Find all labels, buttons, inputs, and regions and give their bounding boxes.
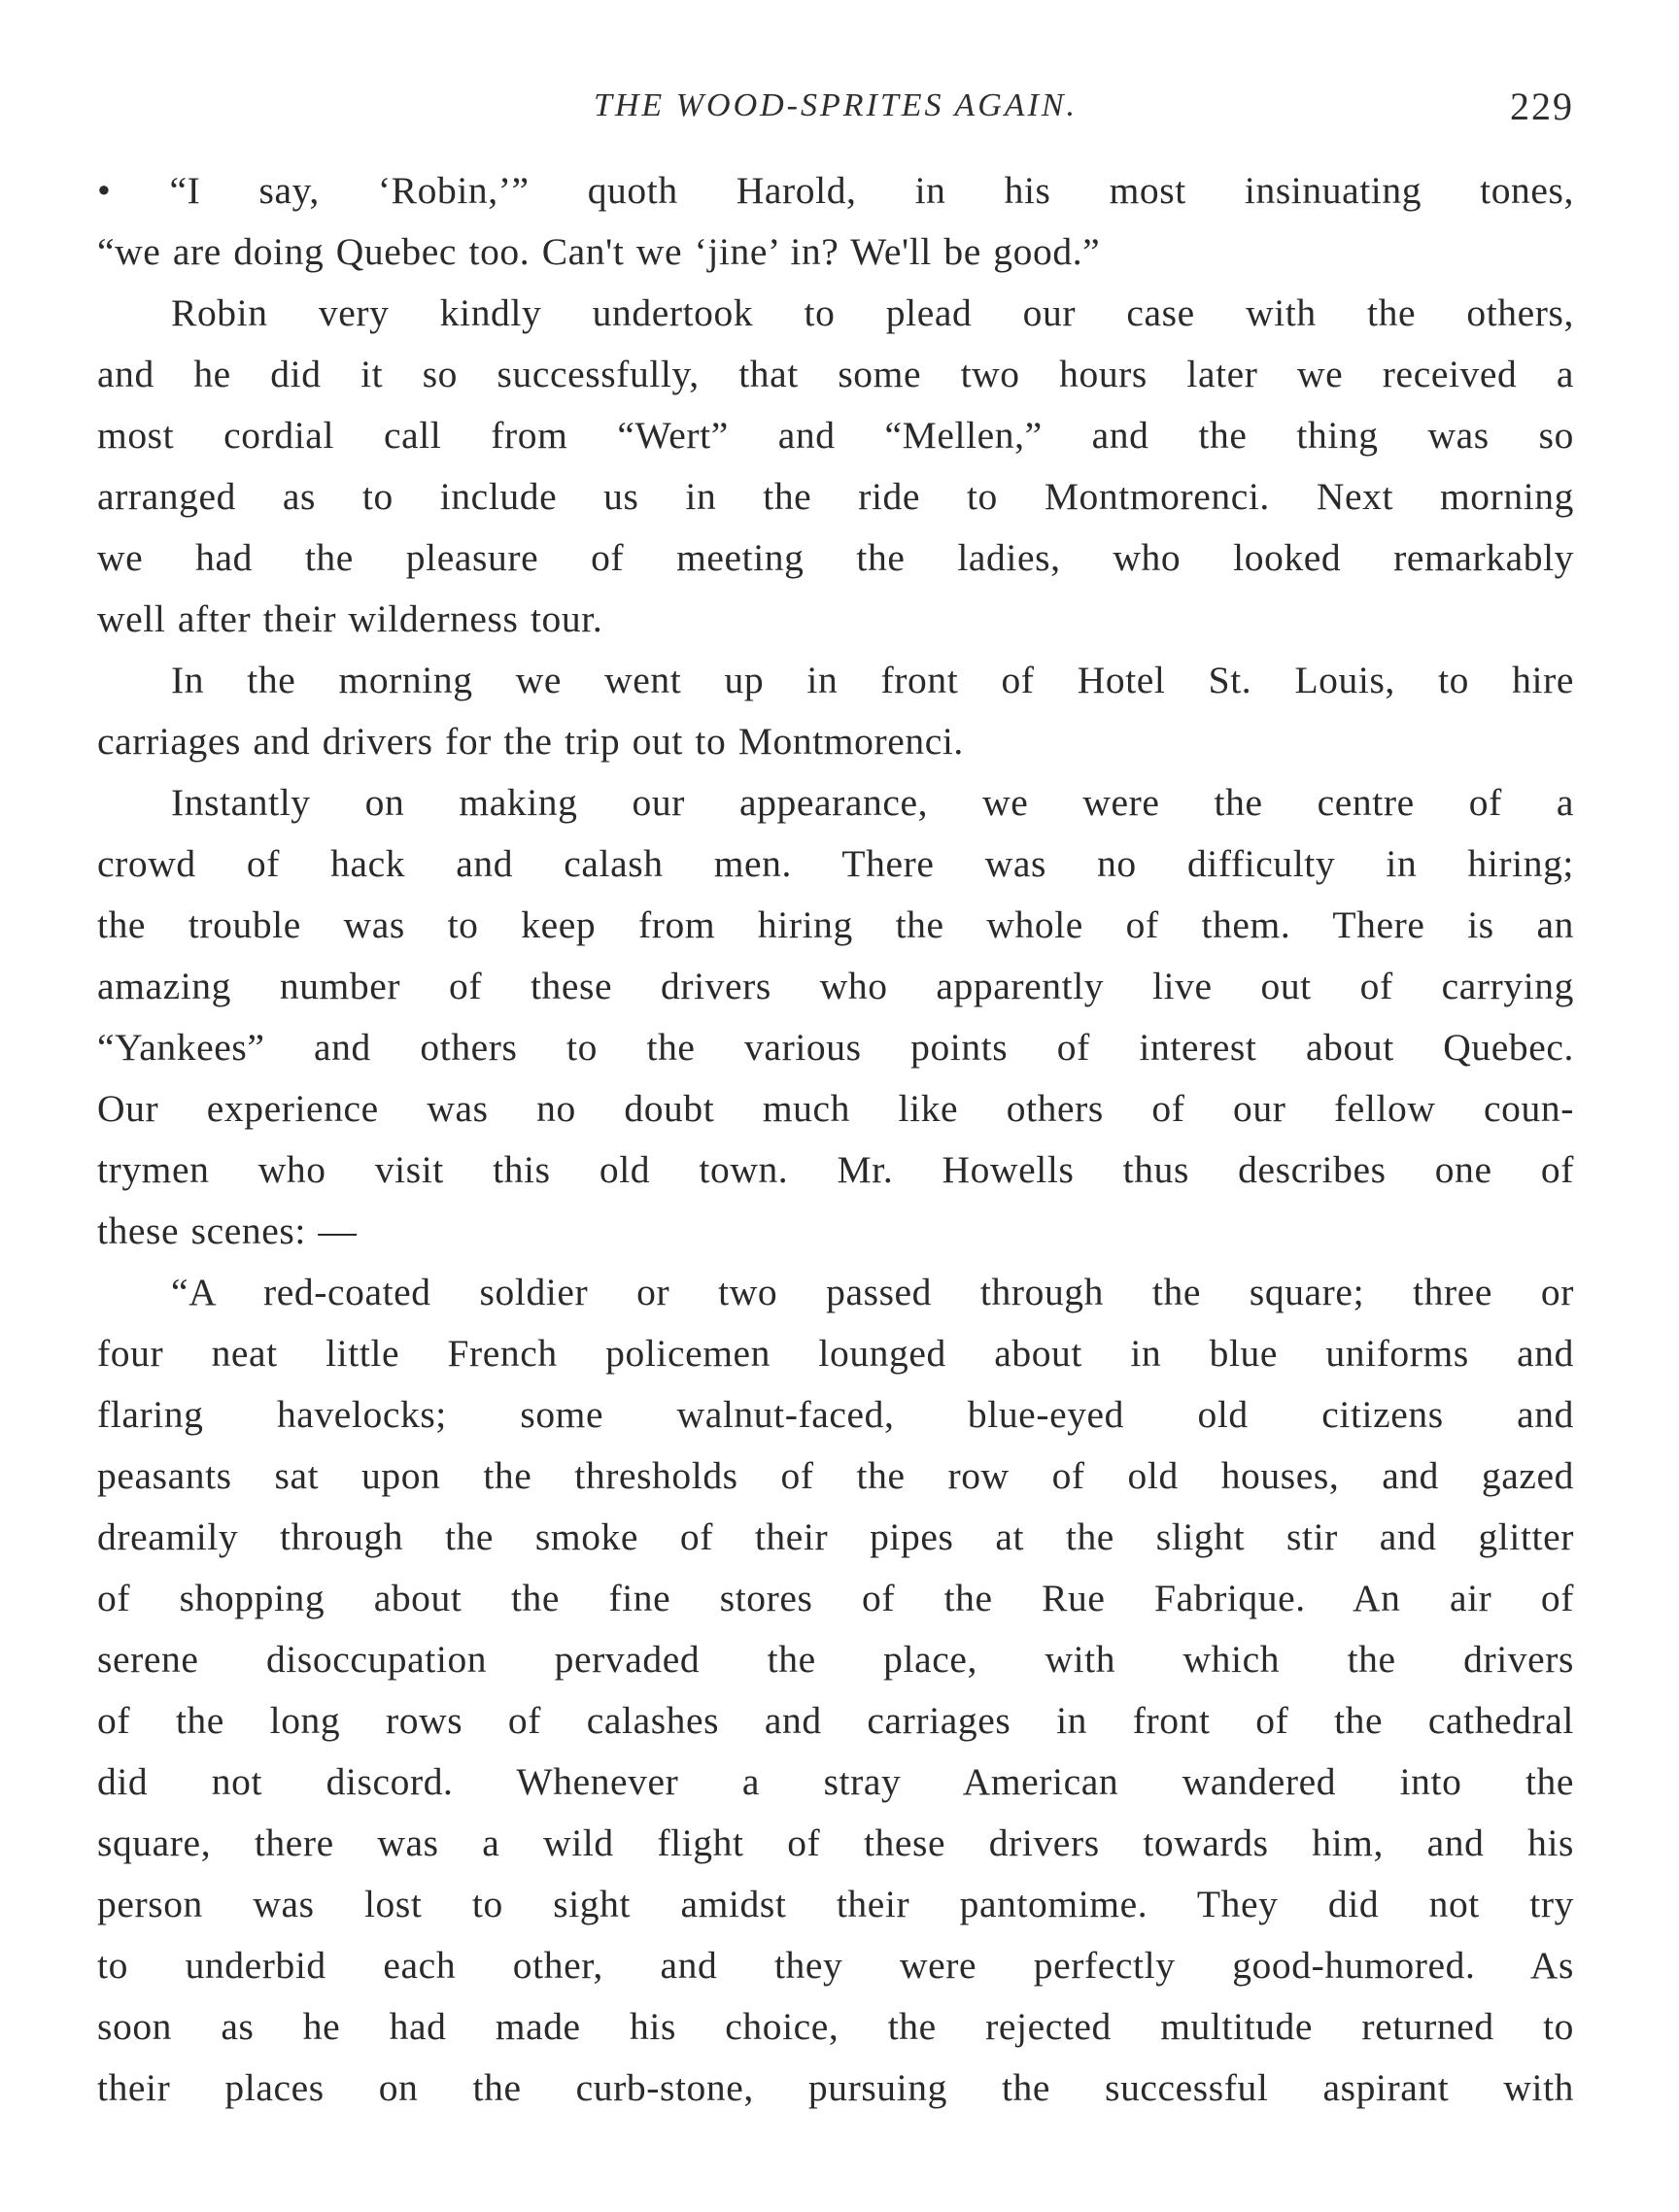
text-line: we had the pleasure of meeting the ladies, who looked remarkably: [97, 536, 1574, 579]
text-line: Robin very kindly undertook to plead our case with the others,: [171, 291, 1574, 334]
text-line: well after their wilderness tour.: [97, 597, 603, 640]
text-line: crowd of hack and calash men. There was no difficulty in hiring;: [97, 842, 1574, 885]
text-line: • “I say, ‘Robin,’” quoth Harold, in his most insinuating tones,: [97, 169, 1574, 212]
text-line: arranged as to include us in the ride to Montmorenci. Next morning: [97, 475, 1574, 518]
text-line: their places on the curb-stone, pursuing the successful aspirant with: [97, 2066, 1574, 2109]
text-line: “Yankees” and others to the various points of interest about Quebec.: [97, 1026, 1574, 1069]
text-line: flaring havelocks; some walnut-faced, blue-eyed old citizens and: [97, 1393, 1574, 1436]
text-line: of shopping about the fine stores of the Rue Fabrique. An air of: [97, 1577, 1574, 1619]
body-text: [97, 160, 1574, 2119]
running-title: THE WOOD-SPRITES AGAIN.: [593, 87, 1079, 123]
text-line: dreamily through the smoke of their pipes at the slight stir and glitter: [97, 1515, 1574, 1558]
text-line: four neat little French policemen lounged about in blue uniforms and: [97, 1332, 1574, 1375]
page-number: 229: [1510, 85, 1574, 128]
page-header: [97, 80, 1574, 138]
text-line: and he did it so successfully, that some two hours later we received a: [97, 353, 1574, 395]
text-line: soon as he had made his choice, the rejected multitude returned to: [97, 2005, 1574, 2048]
text-line: the trouble was to keep from hiring the whole of them. There is an: [97, 903, 1574, 946]
text-line: carriages and drivers for the trip out to Montmorenci.: [97, 720, 964, 763]
text-line: Our experience was no doubt much like others of our fellow coun-: [97, 1087, 1574, 1130]
text-line: to underbid each other, and they were perfectly good-humored. As: [97, 1944, 1574, 1987]
text-line: serene disoccupation pervaded the place, with which the drivers: [97, 1638, 1574, 1681]
text-line: most cordial call from “Wert” and “Mellen,” and the thing was so: [97, 414, 1574, 457]
text-line: Instantly on making our appearance, we were the centre of a: [171, 781, 1574, 824]
text-line: did not discord. Whenever a stray American wandered into the: [97, 1760, 1574, 1803]
text-line: trymen who visit this old town. Mr. Howells thus describes one of: [97, 1148, 1574, 1191]
text-line: square, there was a wild flight of these drivers towards him, and his: [97, 1821, 1574, 1864]
text-line: person was lost to sight amidst their pantomime. They did not try: [97, 1883, 1574, 1925]
text-line: these scenes: —: [97, 1209, 358, 1252]
text-line: “we are doing Quebec too. Can't we ‘jine’ in? We'll be good.”: [97, 230, 1101, 273]
text-line: In the morning we went up in front of Hotel St. Louis, to hire: [171, 659, 1574, 701]
text-line: peasants sat upon the thresholds of the row of old houses, and gazed: [97, 1454, 1574, 1497]
text-line: “A red-coated soldier or two passed through the square; three or: [171, 1271, 1574, 1313]
text-line: amazing number of these drivers who apparently live out of carrying: [97, 965, 1574, 1007]
text-line: of the long rows of calashes and carriages in front of the cathedral: [97, 1699, 1574, 1742]
